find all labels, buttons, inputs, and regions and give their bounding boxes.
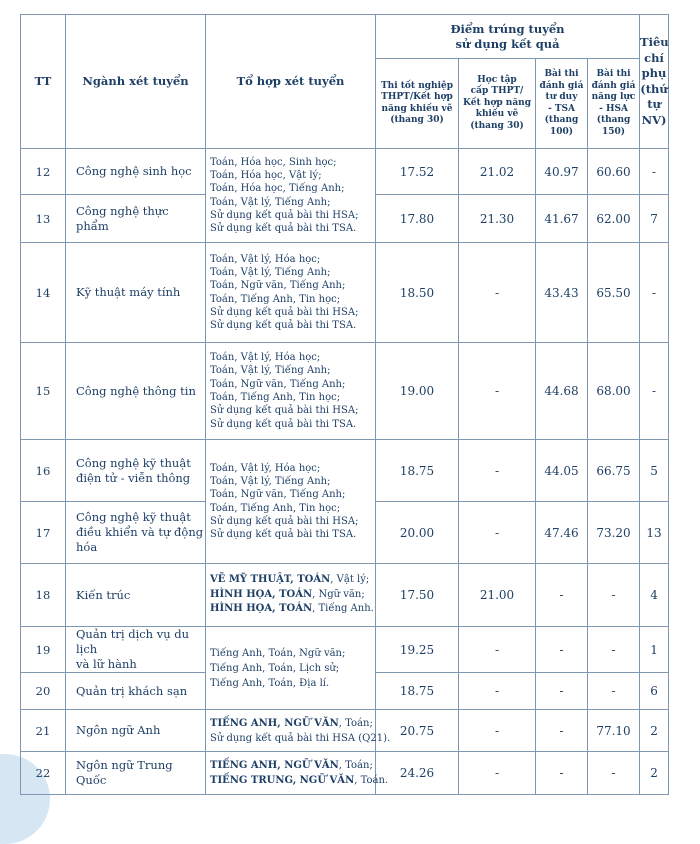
header-criteria: Tiêu chí phụ (thứ tự NV) bbox=[640, 15, 669, 149]
row-score-hsa: 68.00 bbox=[588, 343, 640, 440]
row-score-thpt: 19.00 bbox=[376, 343, 459, 440]
header-score-group: Điểm trúng tuyển sử dụng kết quả bbox=[376, 15, 640, 59]
row-combination: Toán, Vật lý, Hóa học; Toán, Vật lý, Tiếng Anh; Toán, Ngữ văn, Tiếng Anh; Toán, Tiếng Anh, Tin học; Sử dụng kết quả bài thi HSA; Sử dụng kết quả bài thi TSA. bbox=[206, 243, 376, 343]
table-row bbox=[21, 564, 669, 627]
table-row bbox=[21, 440, 669, 502]
row-score-hoc-tap: - bbox=[459, 710, 536, 752]
header-sub-tsa: Bài thi đánh giá tư duy - TSA (thang 100) bbox=[536, 59, 588, 149]
row-score-hoc-tap: - bbox=[459, 243, 536, 343]
row-combination: TIẾNG ANH, NGỮ VĂN, Toán; TIẾNG TRUNG, NGỮ VĂN, Toán. bbox=[206, 752, 376, 795]
row-score-hsa: 77.10 bbox=[588, 710, 640, 752]
row-score-hoc-tap: 21.30 bbox=[459, 195, 536, 243]
row-score-hsa: 73.20 bbox=[588, 502, 640, 564]
table-row bbox=[21, 627, 669, 673]
row-score-tsa: - bbox=[536, 564, 588, 627]
row-score-tsa: - bbox=[536, 710, 588, 752]
row-score-hoc-tap: 21.00 bbox=[459, 564, 536, 627]
row-score-thpt: 18.50 bbox=[376, 243, 459, 343]
row-tt: 18 bbox=[21, 564, 66, 627]
row-tt: 12 bbox=[21, 149, 66, 195]
header-combination: Tổ hợp xét tuyển bbox=[206, 15, 376, 149]
table-row bbox=[21, 243, 669, 343]
header-tt: TT bbox=[21, 15, 66, 149]
row-score-tsa: 44.68 bbox=[536, 343, 588, 440]
row-score-thpt: 17.52 bbox=[376, 149, 459, 195]
admission-score-table bbox=[20, 14, 669, 795]
row-score-thpt: 18.75 bbox=[376, 440, 459, 502]
row-score-tsa: - bbox=[536, 752, 588, 795]
row-combination: TIẾNG ANH, NGỮ VĂN, Toán; Sử dụng kết quả bài thi HSA (Q21). bbox=[206, 710, 376, 752]
row-combination: Toán, Vật lý, Hóa học; Toán, Vật lý, Tiếng Anh; Toán, Ngữ văn, Tiếng Anh; Toán, Tiếng Anh, Tin học; Sử dụng kết quả bài thi HSA; Sử dụng kết quả bài thi TSA. bbox=[206, 343, 376, 440]
header-sub-hoc-tap: Học tập cấp THPT/ Kết hợp năng khiếu vẽ (thang 30) bbox=[459, 59, 536, 149]
row-score-thpt: 17.50 bbox=[376, 564, 459, 627]
row-tt: 13 bbox=[21, 195, 66, 243]
row-major-name: Công nghệ thông tin bbox=[66, 343, 206, 440]
row-tt: 22 bbox=[21, 752, 66, 795]
row-criteria: 4 bbox=[640, 564, 669, 627]
row-score-tsa: 47.46 bbox=[536, 502, 588, 564]
row-major-name: Công nghệ kỹ thuật điều khiển và tự động hóa bbox=[66, 502, 206, 564]
row-score-thpt: 18.75 bbox=[376, 673, 459, 710]
row-criteria: 2 bbox=[640, 752, 669, 795]
row-score-hoc-tap: 21.02 bbox=[459, 149, 536, 195]
row-criteria: 13 bbox=[640, 502, 669, 564]
table-row bbox=[21, 752, 669, 795]
row-combination: VẼ MỸ THUẬT, TOÁN, Vật lý; HÌNH HỌA, TOÁN, Ngữ văn; HÌNH HỌA, TOÁN, Tiếng Anh. bbox=[206, 564, 376, 627]
row-score-thpt: 20.00 bbox=[376, 502, 459, 564]
row-score-thpt: 17.80 bbox=[376, 195, 459, 243]
row-tt: 21 bbox=[21, 710, 66, 752]
row-score-hoc-tap: - bbox=[459, 343, 536, 440]
row-tt: 15 bbox=[21, 343, 66, 440]
row-score-hsa: 60.60 bbox=[588, 149, 640, 195]
row-combination: Toán, Vật lý, Hóa học; Toán, Vật lý, Tiếng Anh; Toán, Ngữ văn, Tiếng Anh; Toán, Tiếng Anh, Tin học; Sử dụng kết quả bài thi HSA; Sử dụng kết quả bài thi TSA. bbox=[206, 440, 376, 564]
row-tt: 17 bbox=[21, 502, 66, 564]
row-major-name: Ngôn ngữ Trung Quốc bbox=[66, 752, 206, 795]
header-sub-hsa: Bài thi đánh giá năng lực - HSA (thang 150) bbox=[588, 59, 640, 149]
table-row bbox=[21, 343, 669, 440]
row-score-tsa: - bbox=[536, 627, 588, 673]
row-criteria: 1 bbox=[640, 627, 669, 673]
row-major-name: Kiến trúc bbox=[66, 564, 206, 627]
row-criteria: 5 bbox=[640, 440, 669, 502]
row-score-tsa: - bbox=[536, 673, 588, 710]
row-tt: 20 bbox=[21, 673, 66, 710]
row-score-hsa: 62.00 bbox=[588, 195, 640, 243]
row-score-hoc-tap: - bbox=[459, 502, 536, 564]
row-score-hsa: - bbox=[588, 752, 640, 795]
row-major-name: Công nghệ kỹ thuật điện tử - viễn thông bbox=[66, 440, 206, 502]
row-criteria: 6 bbox=[640, 673, 669, 710]
row-score-hsa: 66.75 bbox=[588, 440, 640, 502]
row-score-hoc-tap: - bbox=[459, 752, 536, 795]
row-major-name: Kỹ thuật máy tính bbox=[66, 243, 206, 343]
row-major-name: Ngôn ngữ Anh bbox=[66, 710, 206, 752]
row-criteria: - bbox=[640, 149, 669, 195]
row-score-hsa: 65.50 bbox=[588, 243, 640, 343]
row-score-tsa: 43.43 bbox=[536, 243, 588, 343]
row-criteria: 7 bbox=[640, 195, 669, 243]
row-tt: 16 bbox=[21, 440, 66, 502]
table-row bbox=[21, 710, 669, 752]
row-score-tsa: 41.67 bbox=[536, 195, 588, 243]
row-major-name: Công nghệ thực phẩm bbox=[66, 195, 206, 243]
row-combination: Tiếng Anh, Toán, Ngữ văn; Tiếng Anh, Toán, Lịch sử; Tiếng Anh, Toán, Địa lí. bbox=[206, 627, 376, 710]
row-major-name: Công nghệ sinh học bbox=[66, 149, 206, 195]
header-major: Ngành xét tuyển bbox=[66, 15, 206, 149]
row-score-hoc-tap: - bbox=[459, 440, 536, 502]
row-criteria: 2 bbox=[640, 710, 669, 752]
row-criteria: - bbox=[640, 243, 669, 343]
row-score-thpt: 24.26 bbox=[376, 752, 459, 795]
row-criteria: - bbox=[640, 343, 669, 440]
header-sub-thpt: Thi tốt nghiệp THPT/Kết hợp năng khiếu vẽ (thang 30) bbox=[376, 59, 459, 149]
row-score-hsa: - bbox=[588, 564, 640, 627]
row-tt: 14 bbox=[21, 243, 66, 343]
row-score-hoc-tap: - bbox=[459, 673, 536, 710]
row-score-tsa: 40.97 bbox=[536, 149, 588, 195]
row-score-thpt: 19.25 bbox=[376, 627, 459, 673]
row-score-thpt: 20.75 bbox=[376, 710, 459, 752]
row-major-name: Quản trị dịch vụ du lịch và lữ hành bbox=[66, 627, 206, 673]
row-combination: Toán, Hóa học, Sinh học; Toán, Hóa học, Vật lý; Toán, Hóa học, Tiếng Anh; Toán, Vật lý, Tiếng Anh; Sử dụng kết quả bài thi HSA; Sử dụng kết quả bài thi TSA. bbox=[206, 149, 376, 243]
row-tt: 19 bbox=[21, 627, 66, 673]
row-score-hsa: - bbox=[588, 627, 640, 673]
row-major-name: Quản trị khách sạn bbox=[66, 673, 206, 710]
row-score-tsa: 44.05 bbox=[536, 440, 588, 502]
table-row bbox=[21, 149, 669, 195]
row-score-hsa: - bbox=[588, 673, 640, 710]
row-score-hoc-tap: - bbox=[459, 627, 536, 673]
